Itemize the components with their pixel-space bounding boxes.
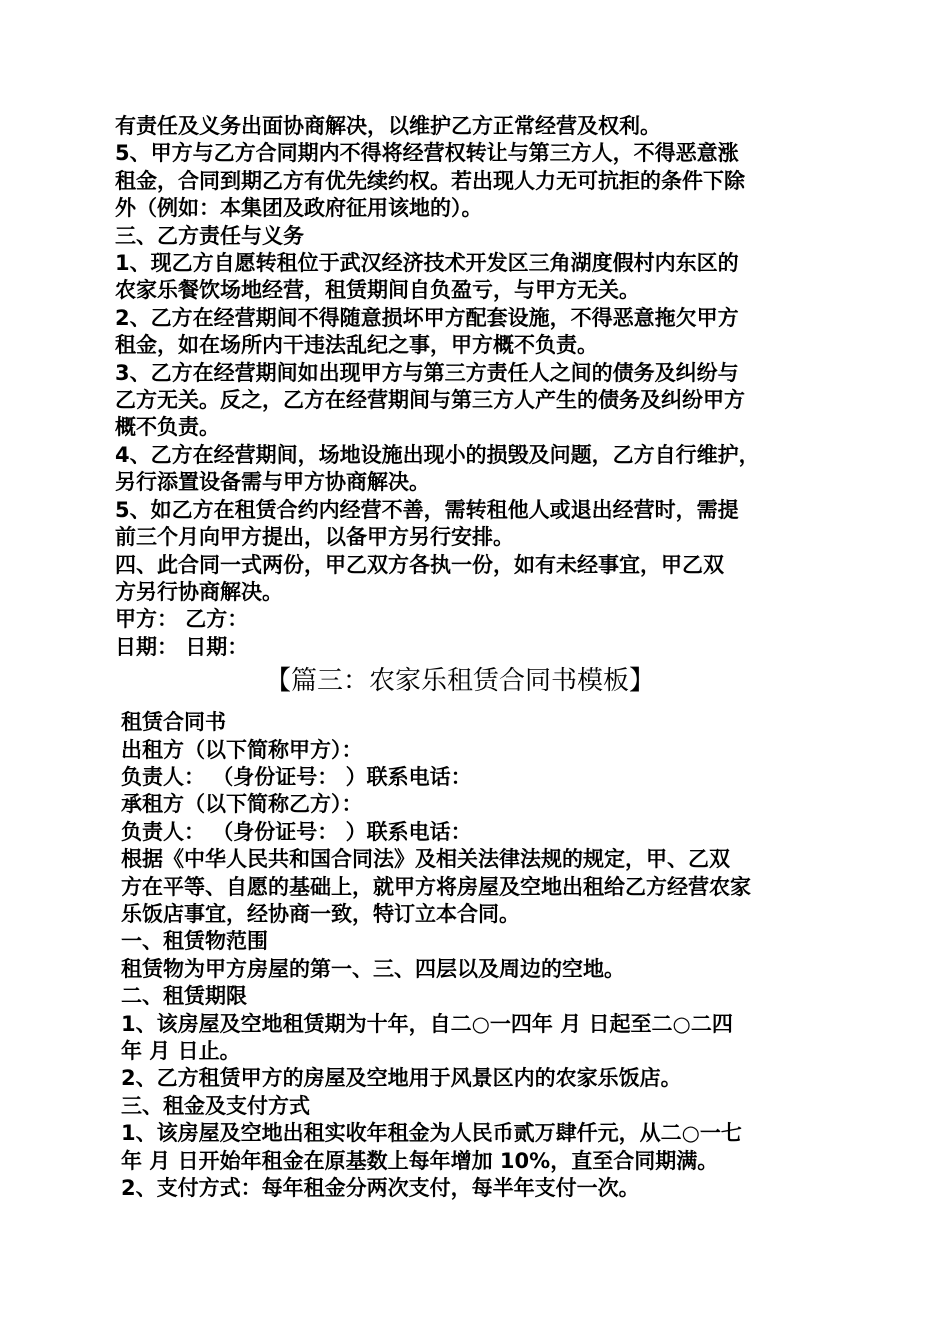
text-line: 另行添置设备需与甲方协商解决。	[115, 470, 430, 495]
text-line: 租金，合同到期乙方有优先续约权。若出现人力无可抗拒的条件下除	[115, 168, 745, 193]
text-line: 租金，如在场所内干违法乱纪之事，甲方概不负责。	[115, 333, 598, 358]
text-line: 2、乙方在经营期间不得随意损坏甲方配套设施，不得恶意拖欠甲方	[115, 305, 739, 330]
text-line: 前三个月向甲方提出，以备甲方另行安排。	[115, 525, 514, 550]
text-line: 农家乐餐饮场地经营，租赁期间自负盈亏，与甲方无关。	[115, 278, 640, 303]
text-line: 5、甲方与乙方合同期内不得将经营权转让与第三方人，不得恶意涨	[115, 141, 739, 166]
date-line: 日期： 日期：	[115, 634, 249, 659]
contract-section-three	[115, 709, 845, 1202]
text-line: 租赁物为甲方房屋的第一、三、四层以及周边的空地。	[121, 956, 625, 981]
section-heading: 三、乙方责任与义务	[115, 223, 304, 248]
text-line: 乐饭店事宜，经协商一致，特订立本合同。	[121, 901, 520, 926]
text-line: 1、该房屋及空地出租实收年租金为人民币贰万肆仟元，从二○一七	[121, 1121, 742, 1146]
text-line: 4、乙方在经营期间，场地设施出现小的损毁及问题，乙方自行维护，	[115, 442, 760, 467]
text-line: 1、现乙方自愿转租位于武汉经济技术开发区三角湖度假村内东区的	[115, 251, 739, 276]
text-line: 方另行协商解决。	[115, 579, 283, 604]
text-line: 有责任及义务出面协商解决，以维护乙方正常经营及权利。	[115, 114, 661, 138]
text-line: 四、此合同一式两份，甲乙双方各执一份，如有未经事宜，甲乙双	[115, 552, 724, 577]
text-line: 2、乙方租赁甲方的房屋及空地用于风景区内的农家乐饭店。	[121, 1066, 682, 1091]
document-page	[115, 113, 845, 1202]
text-line: 年 月 日止。	[121, 1039, 241, 1063]
section-title: 【篇三：农家乐租赁合同书模板】	[264, 666, 655, 697]
text-line: 概不负责。	[115, 415, 220, 440]
contract-section-continued	[115, 113, 845, 661]
lessee-contact-line: 负责人： （身份证号： ）联系电话：	[121, 819, 472, 844]
lessor-line: 出租方（以下简称甲方）：	[121, 737, 363, 762]
text-line: 外（例如：本集团及政府征用该地的）。	[115, 196, 483, 221]
text-line: 年 月 日开始年租金在原基数上每年增加 10%，直至合同期满。	[121, 1148, 719, 1173]
section-heading: 三、租金及支付方式	[121, 1093, 310, 1118]
text-line: 2、支付方式：每年租金分两次支付，每半年支付一次。	[121, 1176, 640, 1201]
document-heading: 租赁合同书	[121, 710, 226, 735]
section-heading: 一、租赁物范围	[121, 929, 268, 954]
text-line: 3、乙方在经营期间如出现甲方与第三方责任人之间的债务及纠纷与	[115, 360, 739, 385]
lessee-line: 承租方（以下简称乙方）：	[121, 792, 363, 817]
lessor-contact-line: 负责人： （身份证号： ）联系电话：	[121, 764, 472, 789]
text-line: 方在平等、自愿的基础上，就甲方将房屋及空地出租给乙方经营农家	[121, 874, 751, 899]
signature-line: 甲方： 乙方：	[115, 607, 249, 632]
text-line: 根据《中华人民共和国合同法》及相关法律法规的规定，甲、乙双	[121, 847, 730, 872]
text-line: 1、该房屋及空地租赁期为十年，自二○一四年 月 日起至二○二四	[121, 1011, 733, 1036]
section-heading: 二、租赁期限	[121, 984, 247, 1009]
text-line: 乙方无关。反之，乙方在经营期间与第三方人产生的债务及纠纷甲方	[115, 388, 745, 413]
text-line: 5、如乙方在租赁合约内经营不善，需转租他人或退出经营时，需提	[115, 497, 739, 522]
